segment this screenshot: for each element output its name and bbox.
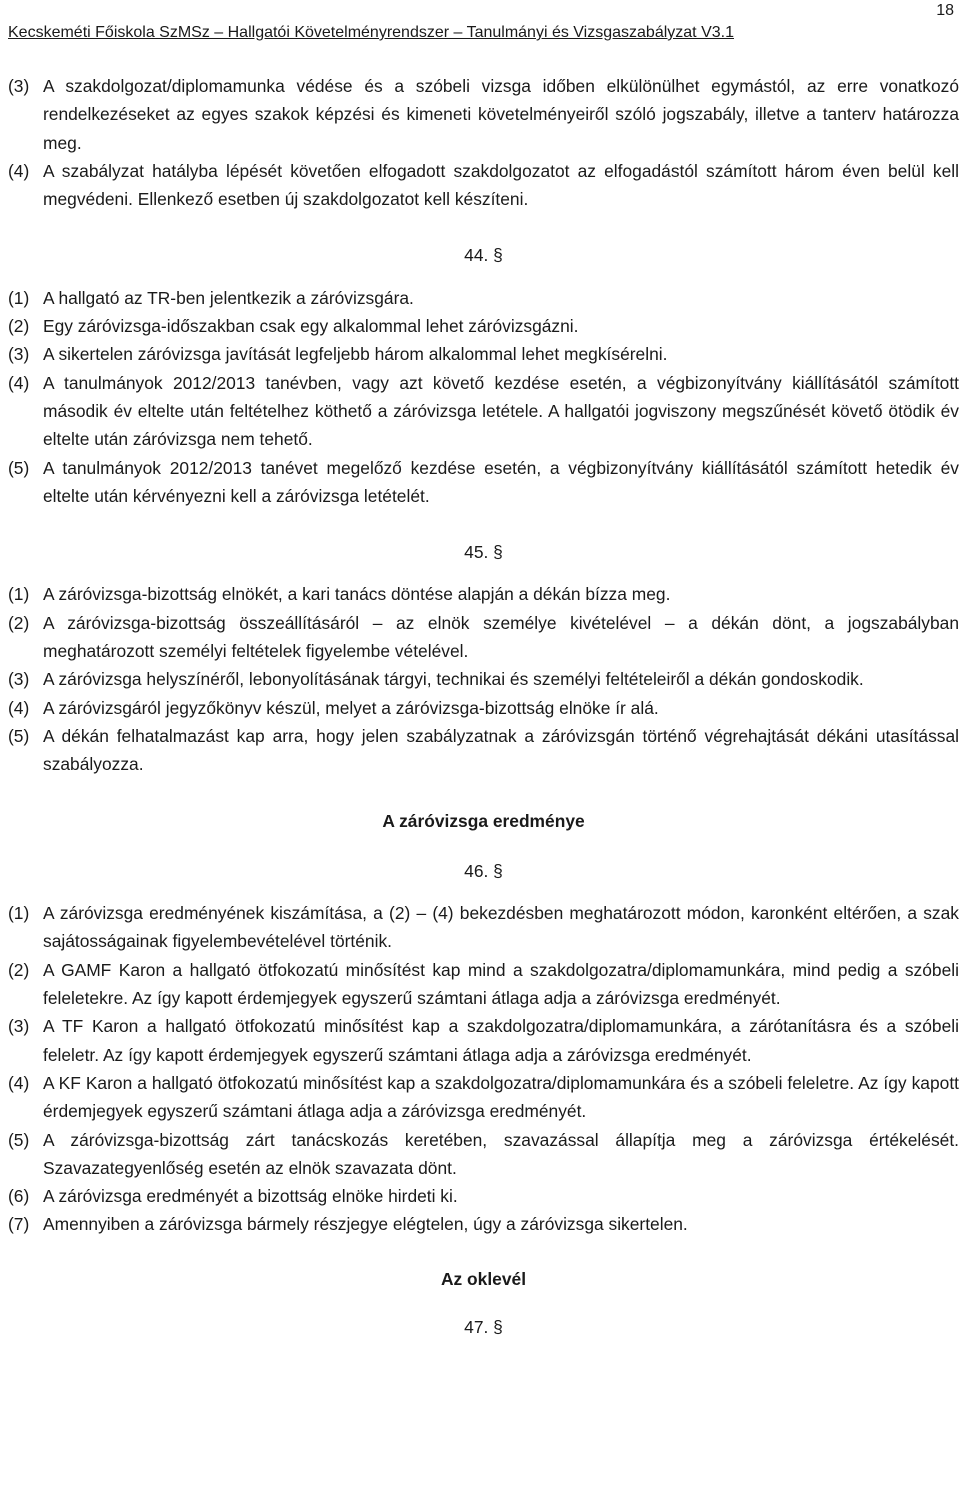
paragraph (8, 1069, 959, 1126)
paragraph-text: A tanulmányok 2012/2013 tanévet megelőző kezdése esetén, a végbizonyítvány kiállításától számított hetedik év eltelte után kérvényezni kell a záróvizsga letételét. (43, 457, 959, 506)
paragraph (8, 72, 959, 157)
paragraph (8, 312, 959, 340)
paragraph (8, 609, 959, 666)
paragraph-number: (3) (8, 76, 30, 96)
paragraph (8, 580, 959, 608)
paragraph-text: Egy záróvizsga-időszakban csak egy alkalommal lehet záróvizsgázni. (43, 316, 579, 337)
paragraph (8, 369, 959, 454)
paragraph-text: A záróvizsga helyszínéről, lebonyolításának tárgyi, technikai és személyi feltételeiről a dékán gondoskodik. (43, 669, 864, 690)
paragraph-text: A szakdolgozat/diplomamunka védése és a szóbeli vizsga időben elkülönülhet egymástól, az erre vonatkozó rendelkezéseket az egyes szakok képzési és kimeneti követelményeiről szóló jogszabály, illetve a tanterv határozza meg. (43, 76, 959, 153)
paragraph (8, 694, 959, 722)
section-45-label: 45. § (464, 542, 503, 563)
paragraph-text: A tanulmányok 2012/2013 tanévben, vagy azt követő kezdése esetén, a végbizonyítvány kiállításától számított második év eltelte után feltételhez köthető a záróvizsga letétele. A hallgatói jogviszony megszűnését követő ötödik év eltelte után záróvizsga nem tehető. (43, 372, 959, 450)
paragraph-text: A sikertelen záróvizsga javítását legfeljebb három alkalommal lehet megkísérelni. (43, 344, 668, 365)
paragraph-number: (1) (8, 287, 30, 308)
paragraph (8, 722, 959, 779)
paragraph (8, 899, 959, 956)
paragraph-number: (4) (8, 372, 30, 393)
paragraph (8, 1182, 959, 1210)
paragraph-text: A TF Karon a hallgató ötfokozatú minősítést kap a szakdolgozatra/diplomamunkára, a zárótanításra és a szóbeli feleletr. Az így kapott érdemjegyek egyszerű számtani átlaga adja a záróvizsga eredményét. (43, 1016, 959, 1065)
paragraph-text: A záróvizsga-bizottság zárt tanácskozás keretében, szavazással állapítja meg a záróvizsga értékelését. Szavazategyenlőség esetén az elnök szavazata dönt. (43, 1129, 959, 1178)
paragraph-number: (4) (8, 160, 30, 181)
header-title: Kecskeméti Főiskola SzMSz – Hallgatói Követelményrendszer – Tanulmányi és Vizsgaszabályzat V3.1 (8, 24, 734, 41)
paragraph-number: (1) (8, 903, 30, 924)
section-47-label: 47. § (464, 1316, 503, 1337)
section-44-label: 44. § (464, 245, 503, 266)
paragraph-text: A szabályzat hatályba lépését követően elfogadott szakdolgozatot az elfogadástól számított három éven belül kell megvédeni. Ellenkező esetben új szakdolgozatot kell készíteni. (43, 160, 959, 210)
heading-exam-result: A záróvizsga eredménye (382, 810, 585, 831)
paragraph-text: A záróvizsga-bizottság elnökét, a kari tanács döntése alapján a dékán bízza meg. (43, 584, 671, 605)
paragraph-text: A KF Karon a hallgató ötfokozatú minősítést kap a szakdolgozatra/diplomamunkára és a szóbeli feleletre. Az így kapott érdemjegyek egyszerű számtani átlaga adja a záróvizsga eredményét. (43, 1072, 959, 1122)
paragraph (8, 454, 959, 511)
section-46-paragraphs (8, 899, 959, 1239)
paragraph (8, 1012, 959, 1069)
paragraph (8, 1126, 959, 1183)
paragraph (8, 665, 959, 693)
paragraph-number: (1) (8, 584, 30, 605)
paragraph-number: (4) (8, 697, 30, 718)
paragraph-text: A hallgató az TR-ben jelentkezik a záróvizsgára. (43, 287, 414, 308)
intro-paragraphs (8, 72, 959, 213)
page-number: 18 (936, 2, 954, 19)
paragraph-number: (6) (8, 1186, 30, 1207)
paragraph-text: A záróvizsga eredményének kiszámítása, a (2) – (4) bekezdésben meghatározott módon, karonként eltérően, a szak sajátosságainak figyelembevételével történik. (43, 903, 959, 952)
paragraph-number: (3) (8, 344, 30, 365)
paragraph-number: (2) (8, 612, 30, 633)
heading-diploma: Az oklevél (440, 1268, 527, 1289)
paragraph-number: (2) (8, 316, 30, 337)
paragraph (8, 157, 959, 214)
paragraph-text: A záróvizsga-bizottság összeállításáról – az elnök személye kivételével – a dékán dönt, a jogszabályban meghatározott személyi feltételek figyelembe vételével. (43, 612, 959, 662)
paragraph (8, 956, 959, 1013)
paragraph-number: (5) (8, 457, 30, 478)
paragraph (8, 284, 959, 312)
paragraph-number: (3) (8, 669, 30, 690)
paragraph-number: (5) (8, 725, 30, 746)
page-header (8, 2, 958, 44)
section-44-paragraphs (8, 284, 959, 510)
paragraph-number: (4) (8, 1072, 30, 1093)
section-45-paragraphs (8, 580, 959, 778)
paragraph-text: A GAMF Karon a hallgató ötfokozatú minősítést kap mind a szakdolgozatra/diplomamunkára, mind pedig a szóbeli feleletekre. Az így kapott érdemjegyek egyszerű számtani átlaga adja a záróvizsga eredményét. (43, 959, 959, 1009)
paragraph-number: (5) (8, 1129, 30, 1150)
paragraph (8, 1210, 959, 1238)
paragraph-text: A záróvizsgáról jegyzőkönyv készül, melyet a záróvizsga-bizottság elnöke ír alá. (43, 697, 659, 718)
paragraph (8, 340, 959, 368)
paragraph-number: (7) (8, 1214, 30, 1235)
paragraph-text: Amennyiben a záróvizsga bármely részjegye elégtelen, úgy a záróvizsga sikertelen. (43, 1214, 688, 1235)
section-46-label: 46. § (464, 860, 503, 881)
document-body (8, 72, 959, 1341)
paragraph-number: (3) (8, 1016, 30, 1037)
paragraph-text: A záróvizsga eredményét a bizottság elnöke hirdeti ki. (43, 1186, 458, 1207)
paragraph-text: A dékán felhatalmazást kap arra, hogy jelen szabályzatnak a záróvizsgán történő végrehajtását dékáni utasítással szabályozza. (43, 725, 959, 775)
paragraph-number: (2) (8, 959, 30, 980)
